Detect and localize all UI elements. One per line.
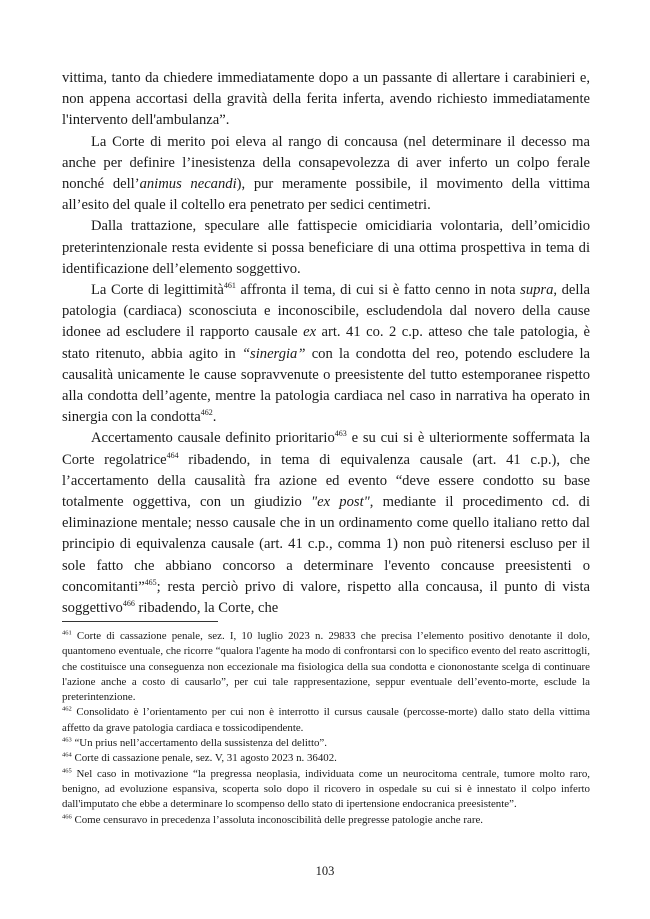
italic-term: ex: [303, 324, 317, 341]
paragraph: [62, 428, 590, 619]
footnote-text: Corte di cassazione penale, sez. I, 10 luglio 2023 n. 29833 che precisa l’elemento positivo denotante il dolo, quantomeno eventuale, che ricorre “qualora l'agente ha modo di confrontarsi con lo specifico evento del reato ascrittogli, che costituisce una conseguenza non eccezionale ma fisiologica della sua condotta e ciononostante scelga di continuare l'azione anche a costo di causarlo”, per cui tale rappresentazione, seppur eventuale dell’evento-morte, esclude la preterintenzione.: [62, 630, 590, 704]
footnote-number: 461: [62, 629, 72, 637]
text-run: ribadendo, la Corte, che: [134, 600, 279, 617]
text-run: , mediante il procedimento cd. di eliminazione mentale; nesso causale che in un ordinamento come quello italiano retto dal principio di equivalenza causale (art. 41 c.p., comma 1) non può ritenersi escluso per il sole fatto che abbiano concorso a determinare l'evento concause preesistenti o concomitanti”: [62, 494, 590, 595]
footnote-text: Nel caso in motivazione “la pregressa neoplasia, individuata come un neurocitoma centrale, tumore molto raro, benigno, ad evoluzione espansiva, scoperta solo dopo il ricovero in ospedale su cui si è innestato il colpo inferto dall'imputato che ebbe a determinare lo scompenso dello stato di ipertensione endocranica preesistente”.: [62, 767, 590, 811]
footnote-ref: 464: [166, 450, 179, 460]
footnote-ref: 466: [122, 599, 135, 609]
footnote-number: 465: [62, 767, 72, 775]
paragraph: [62, 68, 590, 132]
footnote-number: 464: [62, 751, 72, 759]
footnote-ref: 462: [200, 408, 213, 418]
page-number: 103: [315, 864, 335, 878]
footnote: [62, 813, 590, 828]
footnote-ref: 463: [334, 429, 347, 439]
footnote-number: 466: [62, 812, 72, 820]
text-run: ribadendo, in tema di equivalenza causale (art. 41 c.p.), che l’accertamento della causalità fra azione ed evento “deve essere condotto su base totalmente oggettiva, con un giudizio: [62, 451, 590, 511]
footnote-ref: 461: [223, 281, 236, 291]
italic-term: “sinergia”: [241, 345, 306, 362]
footnote-number: 463: [62, 736, 72, 744]
main-text: [62, 68, 590, 619]
footnote: [62, 705, 590, 736]
text-run: con la condotta del reo, potendo escludere la causalità unicamente le cause sopravvenute o preesistente del tutto estemporanee rispetto alla condotta dell’agente, mentre la patologia cardiaca nel caso in narrativa ha operato in sinergia con la condotta: [62, 345, 590, 426]
footnote-divider: [62, 621, 218, 622]
paragraph: [62, 132, 590, 217]
footnote-text: “Un prius nell’accertamento della sussistenza del delitto”.: [71, 737, 327, 750]
text-run: ; resta perciò privo di valore, rispetto alla concausa, il punto di vista soggettivo: [62, 578, 590, 617]
text-run: Accertamento causale definito prioritario: [91, 430, 335, 447]
footnote: [62, 736, 590, 751]
text-run: Dalla trattazione, speculare alle fattispecie omicidiaria volontaria, dell’omicidio preterintenzionale resta evidente si possa beneficiare di una ottima prospettiva in tema di identificazione dell’elemento soggettivo.: [62, 218, 590, 277]
footnote: [62, 767, 590, 813]
text-run: e su cui si è ulteriormente soffermata la Corte regolatrice: [62, 430, 590, 468]
italic-term: animus necandi: [139, 176, 237, 193]
italic-term: supra: [520, 282, 554, 299]
text-run: La Corte di merito poi eleva al rango di concausa (nel determinare il decesso ma anche per definire l’inesistenza della consapevolezza di aver inferto un colpo ferale nonché dell’: [62, 133, 590, 193]
footnote-text: Consolidato è l’orientamento per cui non è interrotto il cursus causale (percosse-morte) dallo stato della vittima affetto da grave patologia cardiaca e tossicodipendente.: [62, 706, 590, 734]
text-run: ), pur meramente possibile, il movimento della vittima all’esito del quale il coltello era penetrato per sedici centimetri.: [62, 176, 590, 214]
footnote: [62, 751, 590, 766]
text-run: , della patologia (cardiaca) sconosciuta e inconoscibile, escludendola dal novero della cause idonee ad escludere il rapporto causale: [62, 282, 590, 341]
italic-term: "ex post": [311, 494, 370, 511]
paragraph: [62, 216, 590, 280]
text-run: vittima, tanto da chiedere immediatamente dopo a un passante di allertare i carabinieri e, non appena accortasi della gravità della ferita inferta, avendo richiesto immediatamente l'intervento dell'ambulanza”.: [62, 70, 590, 129]
footnote-text: Come censuravo in precedenza l’assoluta inconoscibilità delle pregresse patologie anche rare.: [71, 813, 484, 826]
paragraph: [62, 280, 590, 428]
footnote-number: 462: [62, 705, 72, 713]
footnote-text: Corte di cassazione penale, sez. V, 31 agosto 2023 n. 36402.: [71, 752, 337, 765]
text-run: art. 41 co. 2 c.p. atteso che tale patologia, è stato ritenuto, abbia agito in: [62, 324, 590, 362]
text-run: .: [212, 409, 217, 426]
footnote: [62, 629, 590, 705]
footnote-ref: 465: [144, 578, 157, 588]
text-run: La Corte di legittimità: [91, 282, 224, 299]
footnotes: [62, 629, 590, 828]
text-run: affronta il tema, di cui si è fatto cenno in nota: [235, 282, 521, 299]
